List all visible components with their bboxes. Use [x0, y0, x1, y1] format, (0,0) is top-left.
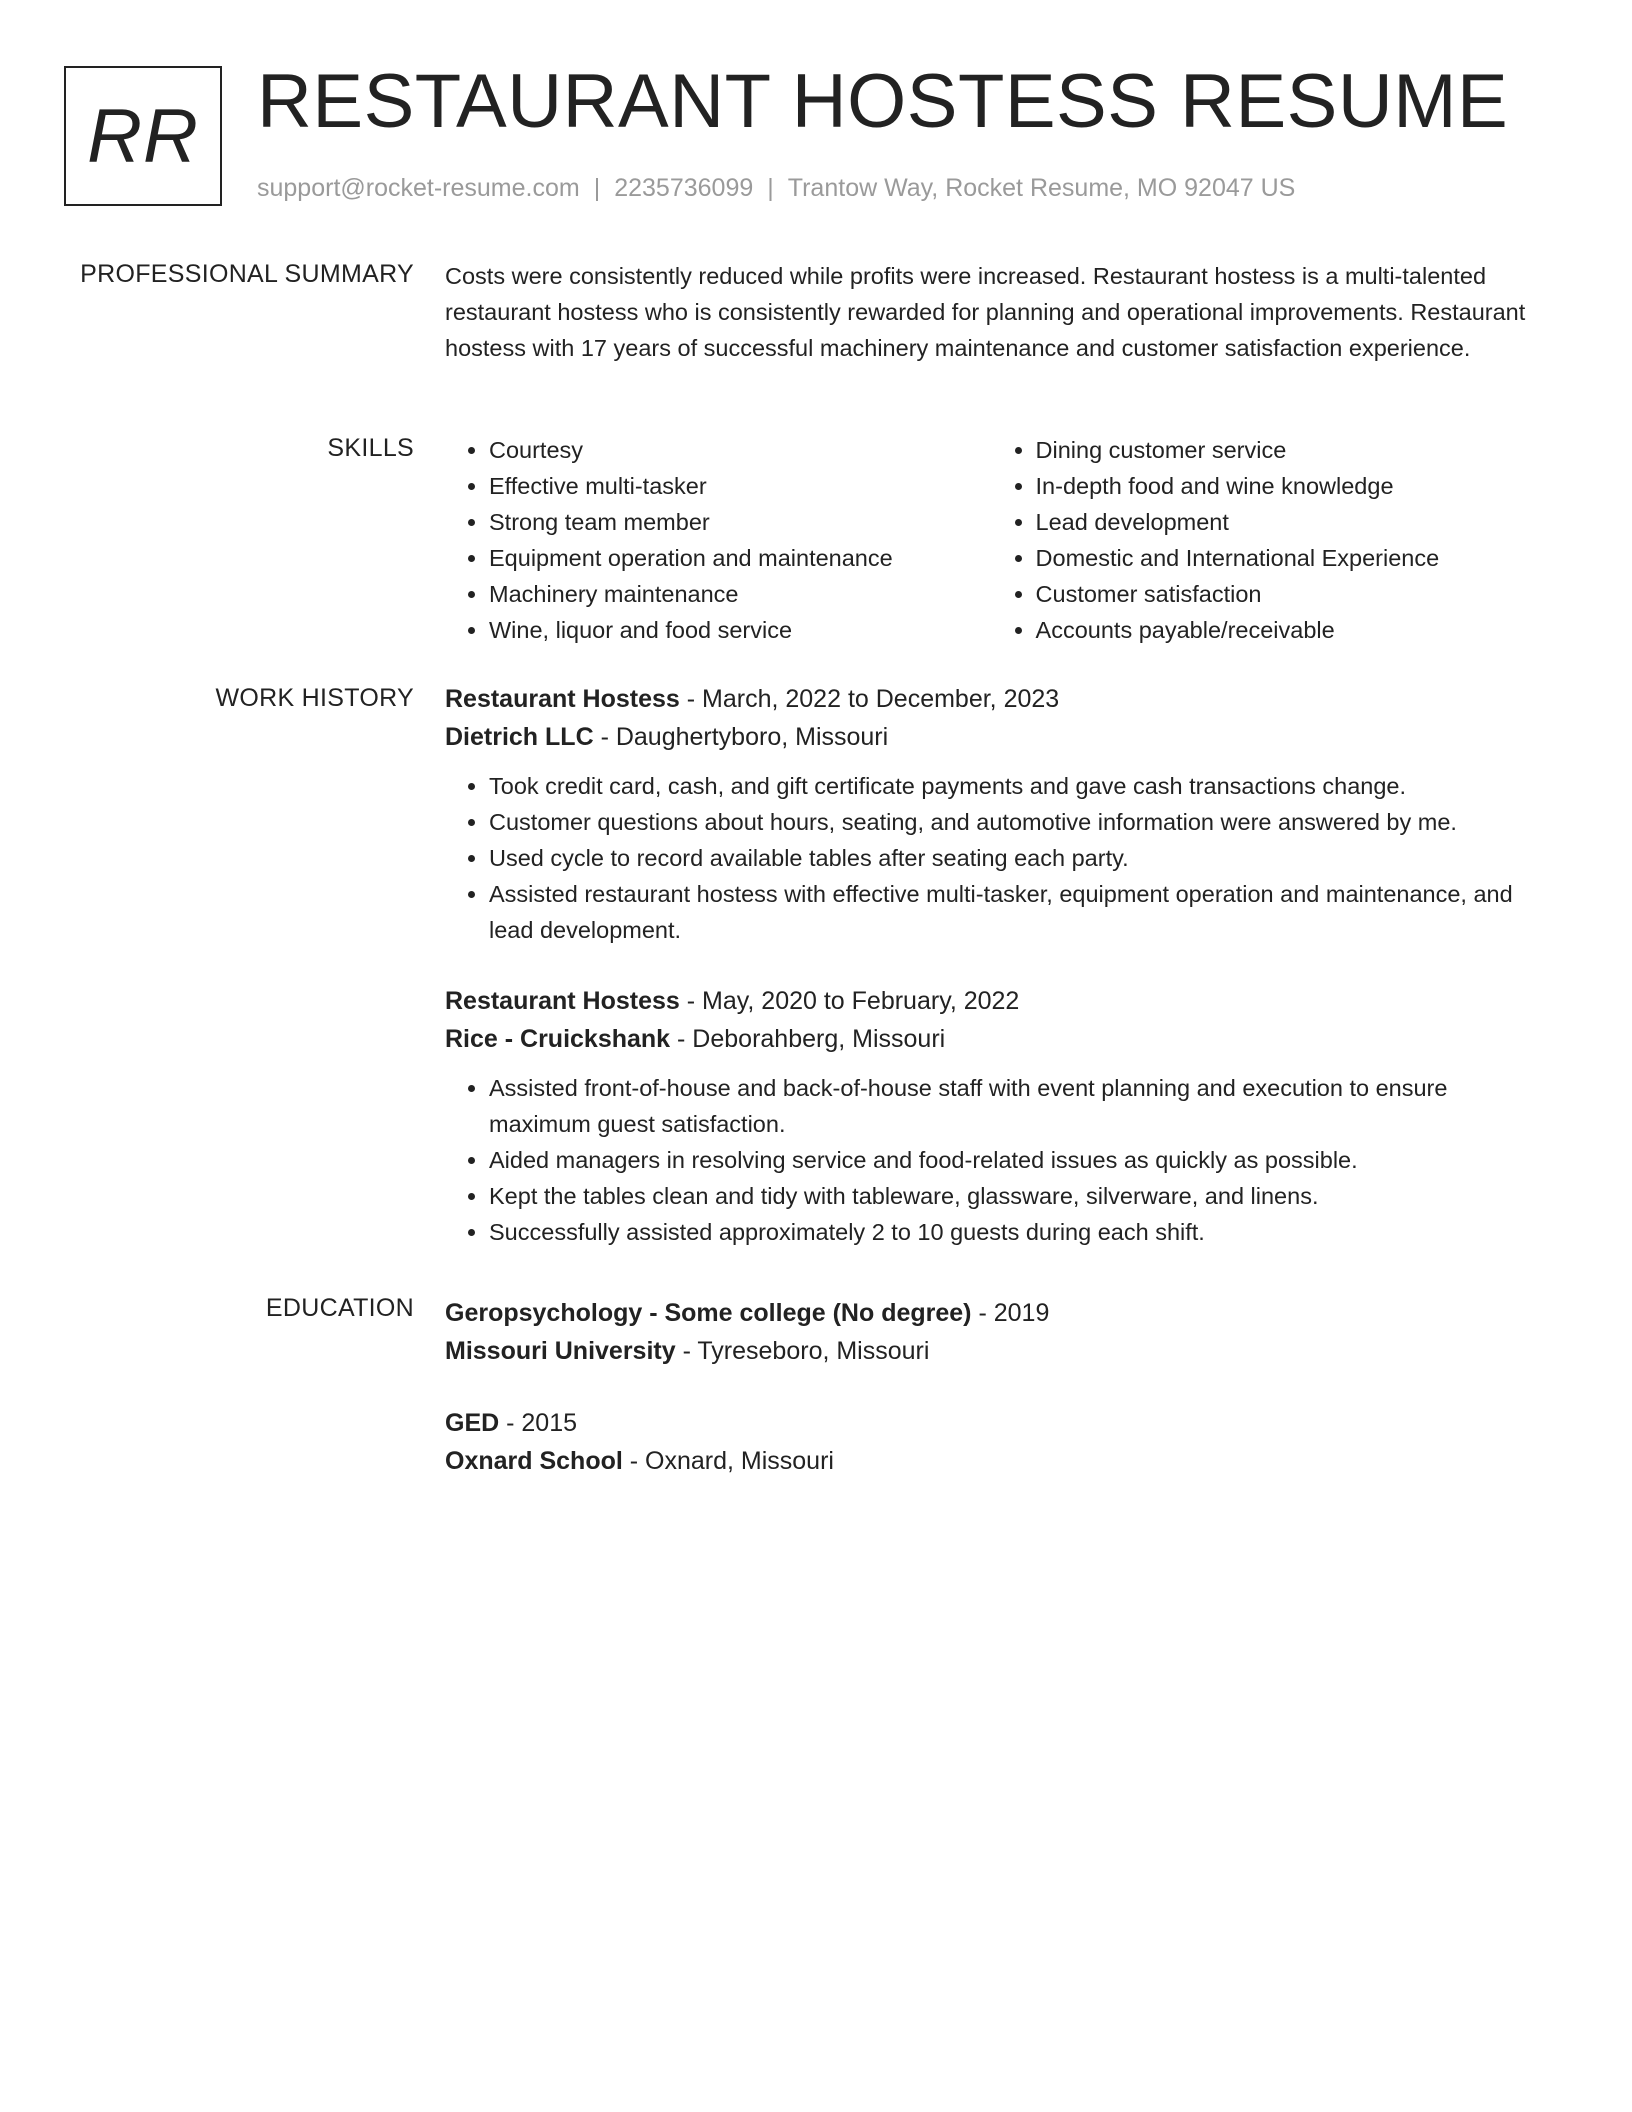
section-label: PROFESSIONAL SUMMARY: [80, 260, 414, 288]
education-degree: GED: [445, 1409, 500, 1437]
job-company-line: [445, 718, 1553, 756]
skills-columns: [445, 432, 1553, 648]
skill-item: • Lead development: [1036, 504, 1553, 540]
job-bullet: • Assisted front-of-house and back-of-house staff with event planning and execution to ensure maximum guest satisfaction.: [489, 1070, 1553, 1142]
job-company-line: [445, 1020, 1553, 1058]
skill-item: • In-depth food and wine knowledge: [1036, 468, 1553, 504]
job-bullet: • Took credit card, cash, and gift certificate payments and gave cash transactions change.: [489, 768, 1553, 804]
contact-address: Trantow Way, Rocket Resume, MO 92047 US: [787, 174, 1296, 202]
skills-list-right: [992, 432, 1553, 648]
education-school-line: [445, 1442, 1553, 1480]
skill-item: • Effective multi-tasker: [489, 468, 992, 504]
page-title: RESTAURANT HOSTESS RESUME: [257, 59, 1509, 144]
job-company: Rice - Cruickshank: [445, 1025, 671, 1053]
job-bullet: • Kept the tables clean and tidy with tableware, glassware, silverware, and linens.: [489, 1178, 1553, 1214]
job-title: Restaurant Hostess: [445, 987, 680, 1015]
summary-text: Costs were consistently reduced while profits were increased. Restaurant hostess is a multi-talented restaurant hostess who is consistently rewarded for planning and operational improvements. Restaurant hostess with 17 years of successful machinery maintenance and customer satisfaction experience.: [445, 263, 1526, 361]
job-bullet: • Successfully assisted approximately 2 to 10 guests during each shift.: [489, 1214, 1553, 1250]
job-title: Restaurant Hostess: [445, 685, 680, 713]
skill-item: • Wine, liquor and food service: [489, 612, 992, 648]
section-label: SKILLS: [327, 434, 414, 462]
resume-header: [64, 59, 1564, 210]
job-company: Dietrich LLC: [445, 723, 594, 751]
education-degree-line: [445, 1294, 1553, 1332]
monogram-badge: RR: [64, 66, 222, 206]
skill-item: • Accounts payable/receivable: [1036, 612, 1553, 648]
skill-item: • Equipment operation and maintenance: [489, 540, 992, 576]
job-bullet: • Aided managers in resolving service and food-related issues as quickly as possible.: [489, 1142, 1553, 1178]
education-location: - Oxnard, Missouri: [622, 1447, 834, 1475]
job-dates: - March, 2022 to December, 2023: [679, 685, 1060, 713]
education-entry: [445, 1294, 1553, 1370]
section-label: EDUCATION: [265, 1294, 414, 1322]
skill-item: • Domestic and International Experience: [1036, 540, 1553, 576]
skill-item: • Strong team member: [489, 504, 992, 540]
job-dates: - May, 2020 to February, 2022: [679, 987, 1020, 1015]
section-body: [445, 434, 1553, 648]
section-body: [445, 260, 1553, 366]
skill-item: • Customer satisfaction: [1036, 576, 1553, 612]
education-degree-line: [445, 1404, 1553, 1442]
education-school: Oxnard School: [445, 1447, 623, 1475]
education-year: - 2019: [971, 1299, 1050, 1327]
job-title-line: [445, 982, 1553, 1020]
job-bullet: • Customer questions about hours, seating, and automotive information were answered by me.: [489, 804, 1553, 840]
job-bullets: [445, 768, 1553, 948]
job-entry: [445, 680, 1553, 948]
skills-list-left: [445, 432, 992, 648]
education-school-line: [445, 1332, 1553, 1370]
education-entry: [445, 1404, 1553, 1480]
job-bullet: • Used cycle to record available tables after seating each party.: [489, 840, 1553, 876]
contact-email[interactable]: support@rocket-resume.com: [257, 174, 580, 202]
education-location: - Tyreseboro, Missouri: [675, 1337, 930, 1365]
section-body: [445, 684, 1553, 1288]
skill-item: • Courtesy: [489, 432, 992, 468]
education-degree: Geropsychology - Some college (No degree): [445, 1299, 972, 1327]
education-year: - 2015: [499, 1409, 578, 1437]
skill-item: • Dining customer service: [1036, 432, 1553, 468]
job-bullet: • Assisted restaurant hostess with effective multi-tasker, equipment operation and maintenance, and lead development.: [489, 876, 1553, 948]
contact-line: [257, 174, 1295, 203]
contact-separator: |: [593, 174, 601, 202]
job-entry: [445, 982, 1553, 1250]
education-school: Missouri University: [445, 1337, 676, 1365]
contact-separator: |: [767, 174, 774, 202]
job-title-line: [445, 680, 1553, 718]
job-location: - Daughertyboro, Missouri: [593, 723, 889, 751]
contact-phone[interactable]: 2235736099: [614, 174, 754, 202]
job-bullets: [445, 1070, 1553, 1250]
job-location: - Deborahberg, Missouri: [670, 1025, 946, 1053]
section-label: WORK HISTORY: [215, 684, 414, 712]
section-body: [445, 1294, 1553, 1514]
skill-item: • Machinery maintenance: [489, 576, 992, 612]
